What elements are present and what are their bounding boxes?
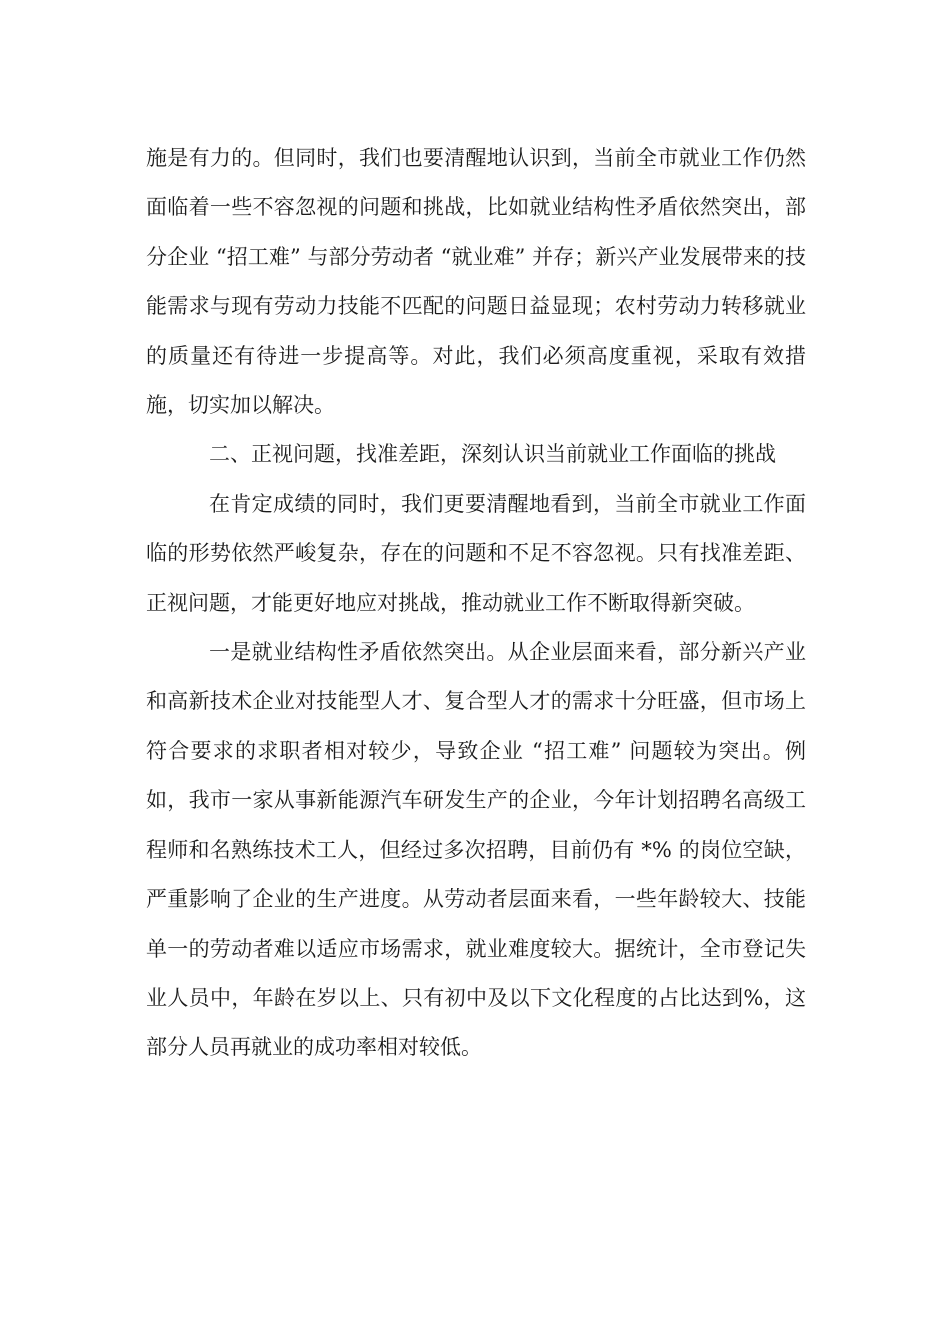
paragraph-point-one: 一是就业结构性矛盾依然突出。从企业层面来看，部分新兴产业和高新技术企业对技能型人才、复合型人才的需求十分旺盛，但市场上符合要求的求职者相对较少，导致企业 “招工难” 问题较为突出。例如，我市一家从事新能源汽车研发生产的企业，今年计划招聘名高级工程师和名熟练技术工人，但经过多次招聘，目前仍有 *% 的岗位空缺，严重影响了企业的生产进度。从劳动者层面来看，一些年龄较大、技能单一的劳动者难以适应市场需求，就业难度较大。据统计，全市登记失业人员中，年龄在岁以上、只有初中及以下文化程度的占比达到%，这部分人员再就业的成功率相对较低。 (146, 640, 806, 1060)
paragraph-intro: 在肯定成绩的同时，我们更要清醒地看到，当前全市就业工作面临的形势依然严峻复杂，存在的问题和不足不容忽视。只有找准差距、正视问题，才能更好地应对挑战，推动就业工作不断取得新突破。 (146, 491, 806, 615)
section-heading-two: 二、正视问题，找准差距，深刻认识当前就业工作面临的挑战 (209, 442, 776, 467)
document-body (146, 134, 806, 1073)
paragraph-continuation: 施是有力的。但同时，我们也要清醒地认识到，当前全市就业工作仍然面临着一些不容忽视的问题和挑战，比如就业结构性矛盾依然突出，部分企业 “招工难” 与部分劳动者 “就业难” 并存；新兴产业发展带来的技能需求与现有劳动力技能不匹配的问题日益显现；农村劳动力转移就业的质量还有待进一步提高等。对此，我们必须高度重视，采取有效措施，切实加以解决。 (146, 146, 806, 418)
